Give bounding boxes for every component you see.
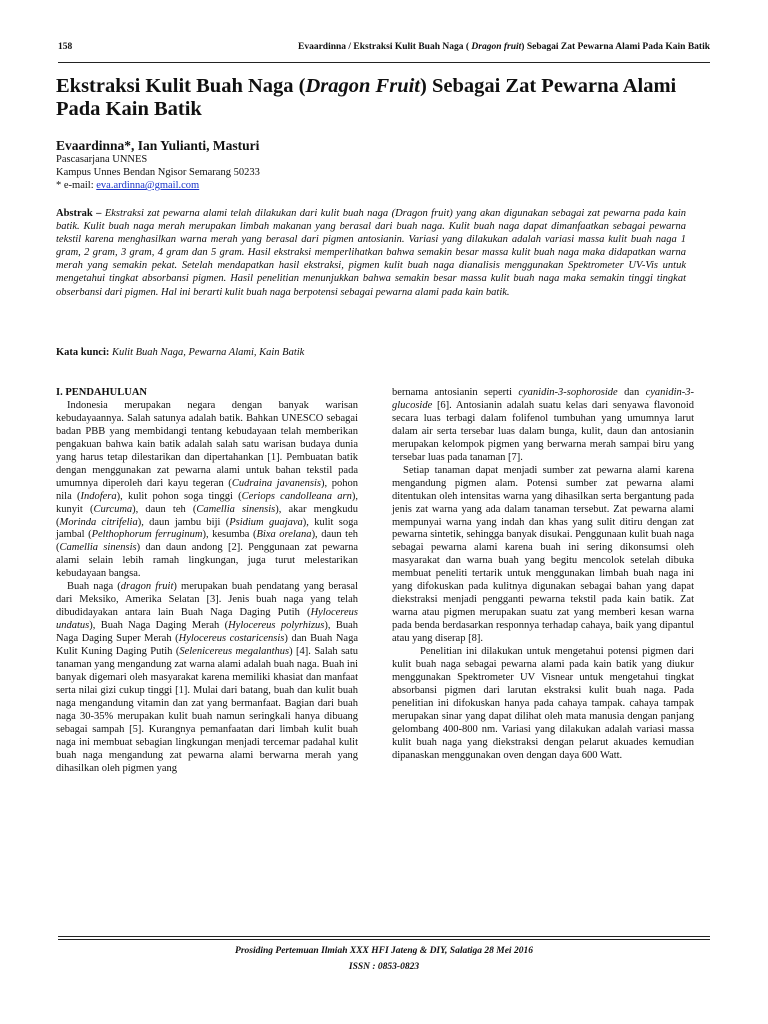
proceedings-footer: Prosiding Pertemuan Ilmiah XXX HFI Jateng & DIY, Salatiga 28 Mei 2016 (235, 946, 533, 956)
section-heading: I. PENDAHULUAN (56, 387, 148, 398)
email-link[interactable]: eva.ardinna@gmail.com (96, 180, 200, 191)
paper-title: Ekstraksi Kulit Buah Naga (Dragon Fruit) Sebagai Zat Pewarna Alami Pada Kain Batik (56, 75, 677, 120)
page-number: 158 (58, 42, 73, 52)
header-rule (58, 62, 710, 63)
abstract-label: Abstrak – (56, 208, 105, 219)
keywords: Kata kunci: Kulit Buah Naga, Pewarna Alami, Kain Batik (56, 347, 305, 358)
paragraph: Setiap tanaman dapat menjadi sumber zat pewarna alami karena mengandung pigmen alam. Potensi sumber zat pewarna alami ditentukan oleh intensitas warna yang dihasilkan serta bergantung pada jenis zat warna yang ada dalam tanaman tersebut. Zat pewarna alami mempunyai warna yang indah dan khas yang sulit ditiru dengan zat pewarna sintetik, sehingga banyak disukai. Penggunaan kulit buah naga sebagai pewarna alami karena buah ini sering dikonsumsi oleh masyarakat dan warna buah yang begitu mencolok setelah dibuka membuat peneliti tertarik untuk menggunakan limbah buah naga ini yang difokuskan pada kulitnya digunakan sebagai bahan yang dapat diekstraksi menjadi pengganti pewarna tekstil pada kain batik. Zat warna atau pigmen merupakan suatu zat yang memberi kesan warna pada benda berdasarkan responnya terhadap cahaya, baik yang dipantul atau yang diserap [8]. (392, 464, 694, 645)
institution: Pascasarjana UNNES (56, 154, 148, 165)
running-header (58, 42, 710, 60)
email-line: * e-mail: eva.ardinna@gmail.com (56, 180, 200, 191)
footer-rule (58, 939, 710, 940)
abstract (56, 207, 686, 299)
address: Kampus Unnes Bendan Ngisor Semarang 50233 (56, 167, 260, 178)
paragraph: Penelitian ini dilakukan untuk mengetahui potensi pigmen dari kulit buah naga sebagai pewarna alami pada kain batik yang diukur menggunakan Spektrometer UV Visnear untuk mengetahui tingkat absorbansi pigmen dari larutan ekstraksi kulit buah naga. Pada penelitian ini difokuskan hanya pada cahaya tampak. cahaya tampak merupakan sinar yang dapat dilihat oleh mata manusia dengan panjang gelombang 400-800 nm. Variasi yang dilakukan adalah variasi massa kulit buah naga yang diekstraksi dengan pelarut akuades kemudian dipanaskan menggunakan oven dengan daya 600 Watt. (392, 646, 694, 761)
paragraph: bernama antosianin seperti cyanidin-3-sophoroside dan cyanidin-3-glucoside [6]. Antosianin adalah suatu kelas dari senyawa flavonoid secara luas terbagi dalam folifenol tumbuhan yang umumnya larut dalam air serta tersebar luas dalam bunga, kulit, daun dan antosianin merupakan kelompok pigmen yang berwarna merah sampai biru yang tersebar luas pada tanaman [7]. (392, 387, 694, 463)
affiliation (56, 153, 260, 192)
abstract-text: Ekstraksi zat pewarna alami telah dilakukan dari kulit buah naga (Dragon fruit) yang akan digunakan sebagai zat pewarna pada kain batik. Kulit buah naga merah merupakan limbah makanan yang berasal dari buah naga. Kulit buah naga dapat dimanfaatkan sebagai pewarna tekstil karena menghasilkan warna merah yang berasal dari pigmen antosianin. Variasi yang dilakukan adalah variasi massa kulit buah naga 1 gram, 2 gram, 3 gram, 4 gram dan 5 gram. Hasil ekstraksi memperlihatkan bahwa semakin besar massa kulit buah naga maka didapatkan warna merah yang semakin pekat. Setelah mendapatkan hasil ekstraksi, pigmen kulit buah naga dianalisis menggunakan Spektrometer UV-Vis untuk mengetahui tingkat absorbansi pigmen. Hasil penelitian menunjukkan bahwa semakin besar massa kulit buah naga maka semakin tinggi tingkat obserbansi dari pigmen. Hal ini berarti kulit buah naga berpotensi sebagai pewarna alami pada kain batik. (56, 208, 686, 298)
footer-rule (58, 936, 710, 937)
body-column-right (392, 387, 694, 763)
running-title: Evaardinna / Ekstraksi Kulit Buah Naga ( Dragon fruit) Sebagai Zat Pewarna Alami Pada Kain Batik (297, 42, 710, 52)
author-list: Evaardinna*, Ian Yulianti, Masturi (56, 138, 260, 153)
body-column-left (56, 387, 358, 776)
paragraph: Buah naga (dragon fruit) merupakan buah pendatang yang berasal dari Meksiko, Amerika Selatan [3]. Jenis buah naga yang telah dibudidayakan antara lain Buah Naga Daging Putih (Hylocereus undatus), Buah Naga Daging Merah (Hylocereus polyrhizus), Buah Naga Daging Super Merah (Hylocereus costaricensis) dan Buah Naga Kulit Kuning Daging Putih (Selenicereus megalanthus) [4]. Salah satu tanaman yang mengandung zat warna alami adalah buah naga. Buah ini banyak digemari oleh masyarakat karena memiliki khasiat dan manfaat serta nilai gizi cukup tinggi [1]. Mulai dari batang, buah dan kulit buah naga mengandung vitamin dan zat yang bermanfaat. Bagian dari buah naga 30-35% merupakan kulit buah namun seringkali hanya dibuang sebagai sampah [5]. Kurangnya pemanfaatan dari limbah kulit buah naga ini membuat sebagian lingkungan menjadi tercemar padahal kulit buah naga mengandung zat pewarna alami berwarna merah yang dihasilkan oleh pigmen yang (56, 581, 359, 774)
paragraph: Indonesia merupakan negara dengan banyak warisan kebudayaannya. Salah satunya adalah batik. Bahkan UNESCO sebagai badan PBB yang membidangi tentang kebudayaan telah memberikan pengakuan bahwa kain batik adalah salah satu warisan budaya dunia yang harus tetap dilestarikan dan dipertahankan [1]. Pembuatan batik dengan menggunakan zat pewarna alami untuk bahan tekstil pada umumnya diperoleh dari kayu tegeran (Cudraina javanensis), pohon nila (Indofera), kulit pohon soga tinggi (Ceriops candolleana arn), kunyit (Curcuma), daun teh (Camellia sinensis), akar mengkudu (Morinda citrifelia), daun jambu biji (Psidium guajava), kulit soga jambal (Pelthophorum ferruginum), kesumba (Bixa orelana), daun teh (Camellia sinensis) dan daun andong [2]. Penggunaan zat pewarna alami selain lebih ramah lingkungan, juga turut melestarikan kebudayaan bangsa. (56, 399, 359, 580)
issn-footer: ISSN : 0853-0823 (348, 962, 420, 972)
